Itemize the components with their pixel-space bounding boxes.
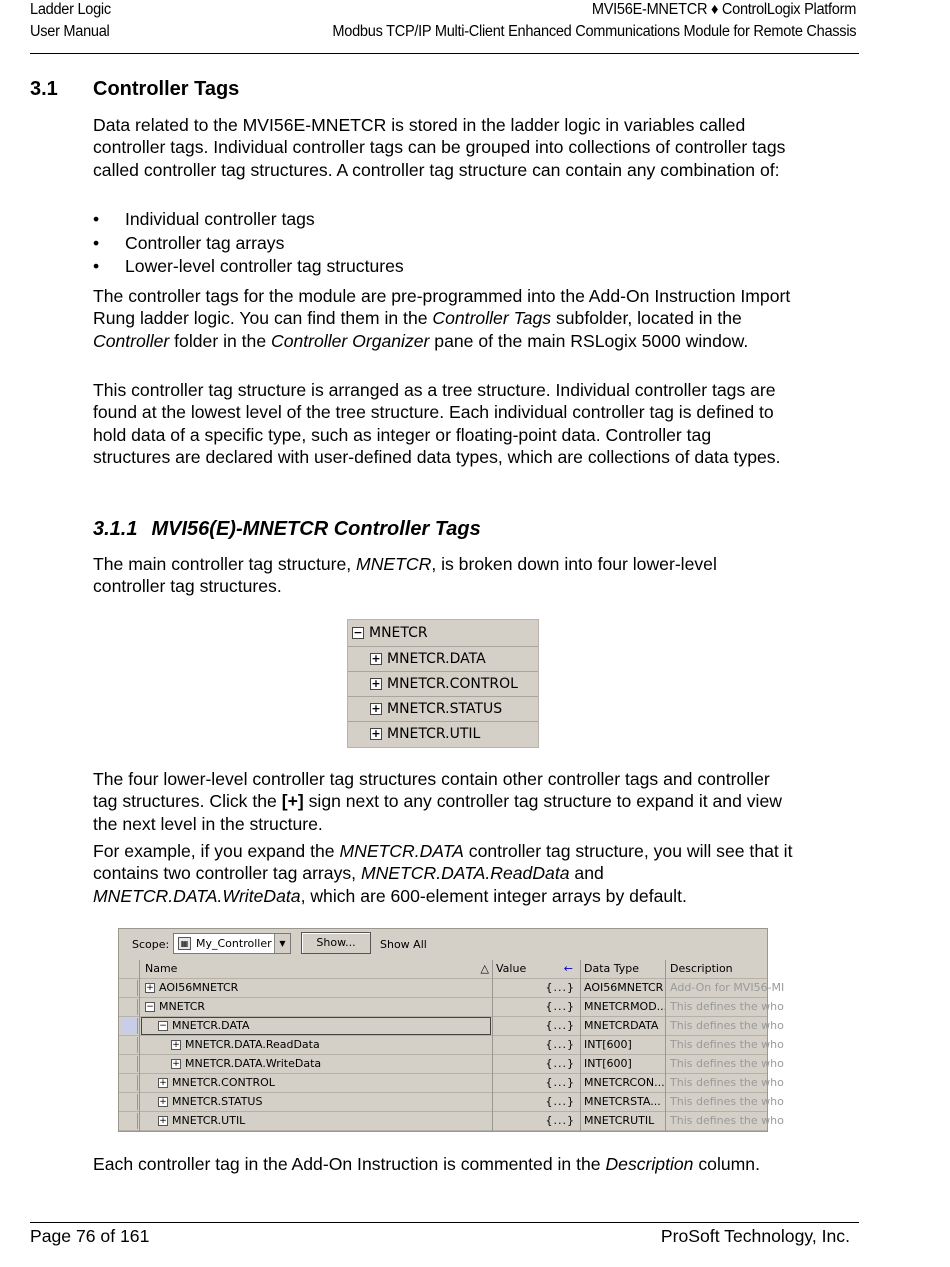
section-intro-paragraph: Data related to the MVI56E-MNETCR is stored in the ladder logic in variables called controller tags. Individual controller tags can be grouped into collections of controller tags called controller tag structures. A controller tag structure can contain any combination of: (93, 115, 786, 180)
show-filter-label: Show All (380, 938, 427, 951)
table-row[interactable]: + MNETCR.DATA.ReadData {...} INT[600] This defines the who (119, 1036, 767, 1055)
table-row[interactable]: − MNETCR {...} MNETCRMOD... This defines the who (119, 998, 767, 1017)
tree-child: + MNETCR.STATUS (371, 701, 503, 717)
collapse-icon[interactable]: − (159, 1021, 167, 1031)
arrow-left-icon: ← (563, 962, 573, 975)
mnetcr-tree-image (347, 619, 539, 748)
table-row[interactable]: + AOI56MNETCR {...} AOI56MNETCR Add-On for MVI56-MI (119, 979, 767, 998)
bullet-item: • Controller tag arrays (93, 232, 285, 253)
header-right-subtitle: Modbus TCP/IP Multi-Client Enhanced Communications Module for Remote Chassis (332, 23, 856, 40)
chevron-down-icon[interactable]: ▼ (274, 934, 290, 953)
section-number: 3.1 (30, 78, 58, 100)
expand-icon[interactable]: + (159, 1116, 167, 1126)
section-title: Controller Tags (93, 78, 240, 100)
expand-icon[interactable]: + (159, 1097, 167, 1107)
scope-label: Scope: (132, 938, 170, 951)
header-right-title: MVI56E-MNETCR ♦ ControlLogix Platform (591, 1, 856, 18)
table-row[interactable]: + MNETCR.STATUS {...} MNETCRSTA... This defines the who (119, 1093, 767, 1112)
bullet-item: • Individual controller tags (93, 209, 315, 229)
show-button[interactable]: Show... (301, 932, 371, 954)
collapse-icon[interactable]: − (146, 1002, 154, 1012)
tree-child: + MNETCR.UTIL (371, 726, 481, 742)
expand-icon[interactable]: + (146, 983, 154, 993)
bullet-item: • Lower-level controller tag structures (93, 256, 404, 276)
description-column-paragraph: Each controller tag in the Add-On Instruction is commented in the Description column. (93, 1154, 760, 1174)
controller-tags-window (118, 928, 785, 1132)
header-left-subtitle: User Manual (30, 23, 110, 40)
example-paragraph: For example, if you expand the MNETCR.DATA controller tag structure, you will see that it contains two controller tag arrays, MNETCR.DATA.ReadData and MNETCR.DATA.WriteData, which are 600-element integer arrays by default. (93, 841, 793, 906)
column-header-description[interactable]: Description (670, 962, 733, 975)
column-header-data-type[interactable]: Data Type (584, 962, 640, 975)
subsection-heading: 3.1.1 MVI56(E)-MNETCR Controller Tags (93, 518, 481, 540)
collapse-icon: − (353, 626, 363, 639)
expand-icon: + (371, 652, 381, 665)
column-header-value[interactable]: Value ← (493, 960, 579, 978)
table-header (119, 960, 767, 979)
tags-toolbar (119, 929, 767, 959)
expand-icon[interactable]: + (159, 1078, 167, 1088)
expand-structure-paragraph: The four lower-level controller tag structures contain other controller tags and controller tag structures. Click the [+] sign next to any controller tag structure to expand it and view the next level in the structure. (93, 769, 782, 834)
controller-icon: ▦ (178, 937, 191, 950)
table-row[interactable]: + MNETCR.UTIL {...} MNETCRUTIL This defines the who (119, 1112, 767, 1131)
expand-icon: + (371, 727, 381, 740)
column-header-name[interactable]: Name △ (141, 960, 495, 978)
expand-icon: + (371, 702, 381, 715)
table-row-selected[interactable]: − MNETCR.DATA {...} MNETCRDATA This defines the who (119, 1017, 767, 1036)
tree-root: − MNETCR (353, 625, 428, 641)
page-number: Page 76 of 161 (30, 1226, 150, 1246)
footer-rule (30, 1222, 859, 1223)
tree-child: + MNETCR.CONTROL (371, 676, 518, 692)
sort-icon: △ (480, 962, 489, 975)
table-row[interactable]: + MNETCR.CONTROL {...} MNETCRCON... This defines the who (119, 1074, 767, 1093)
main-structure-paragraph: The main controller tag structure, MNETCR, is broken down into four lower-level controller tag structures. (93, 554, 717, 597)
controller-tags-location-paragraph: The controller tags for the module are pre-programmed into the Add-On Instruction Import Rung ladder logic. You can find them in the Controller Tags subfolder, located in the Controller folder in the Controller Organizer pane of the main RSLogix 5000 window. (93, 286, 791, 351)
footer-company: ProSoft Technology, Inc. (660, 1226, 850, 1246)
header-rule (30, 53, 859, 54)
bullet-list (93, 208, 404, 279)
tree-child: + MNETCR.DATA (371, 651, 486, 667)
expand-icon[interactable]: + (172, 1040, 180, 1050)
scope-dropdown[interactable]: ▦ My_Controller ▼ (173, 933, 291, 954)
expand-icon[interactable]: + (172, 1059, 180, 1069)
table-row[interactable]: + MNETCR.DATA.WriteData {...} INT[600] This defines the who (119, 1055, 767, 1074)
tree-structure-paragraph: This controller tag structure is arranged as a tree structure. Individual controller tags are found at the lowest level of the tree structure. Each individual controller tag is defined to hold data of a specific type, such as integer or floating-point data. Controller tag structures are declared with user-defined data types, which are collections of data types. (93, 380, 781, 467)
expand-icon: + (371, 677, 381, 690)
header-left-title: Ladder Logic (30, 1, 111, 18)
